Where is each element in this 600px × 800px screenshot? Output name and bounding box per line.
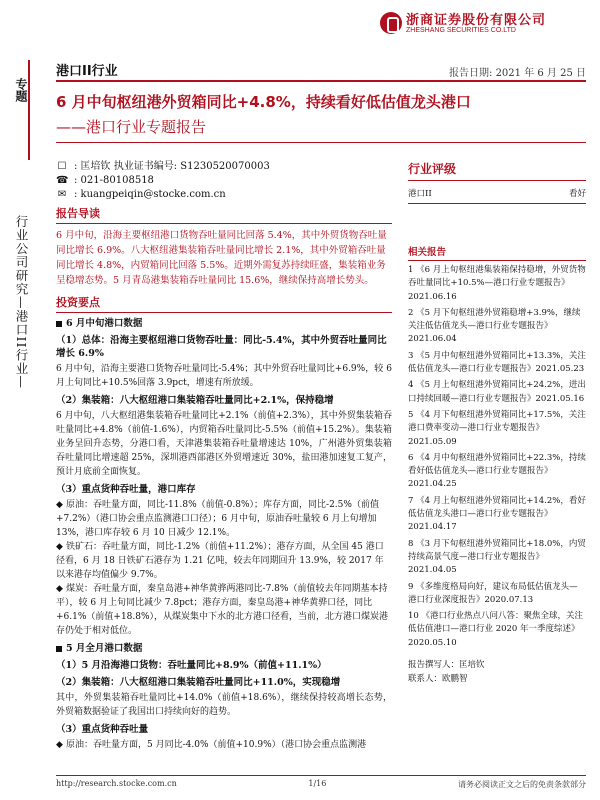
p2-text: 6 月中旬，八大枢纽港集装箱吞吐量同比+2.1%（前值+2.3%），其中外贸集装箱吞吐量同比+4.8%（前值-1.6%），内贸箱吞吐量同比-5.5%（前值+15.2%）。集装箱业务呈回升态势，分港口看，天津港集装箱吞吐量增速达 10%，广州港外贸集装箱吞吐量同比增速超 25%，深圳港西部港区外贸增速近 30%，盐田港加速复工复产，预计月底前全面恢复。 [56, 411, 392, 477]
page-footer [56, 775, 586, 790]
email-icon: ✉ [57, 189, 67, 200]
rating-industry: 港口II [408, 189, 432, 199]
report-contact: 联系人：欧鹏智 [408, 674, 468, 685]
coal-text: 煤炭：吞吐量方面，秦皇岛港+神华黄骅两港同比-7.8%（前值较去年同期基本持平），较 6 月上旬同比减少 7.8pct；港存方面，秦皇岛港+神华黄骅口径，同比+6.1%（前值+18.8%），从煤炭集中下水的北方港口径看，当前，北方港口煤炭港存仍处于相对低位。 [56, 584, 389, 636]
crude-text: 原油：吞吐量方面，同比-11.8%（前值-0.8%）；库存方面，同比-2.5%（前值+7.2%）（港口协会重点监测港口口径）；6 月中旬，原油吞吐量较 6 月上旬增加 13%，港口库存较 6 月 10 日减少 12.1%。 [56, 500, 379, 538]
square-bullet-icon [56, 321, 62, 327]
section-june-mid-title: 6 月中旬港口数据 [66, 318, 143, 329]
diamond-bullet-icon: ◆ [56, 584, 63, 594]
diamond-bullet-icon: ◆ [56, 740, 63, 750]
p6-heading: （3）重点货种吞吐量 [56, 724, 149, 735]
p2-heading: （2）集装箱：八大枢纽港口集装箱吞吐量同比+2.1%，保持稳增 [56, 395, 334, 406]
report-date: 报告日期: 2021 年 6 月 25 日 [449, 68, 586, 79]
related-report[interactable]: 2 《5 月下旬枢纽港外贸箱稳增+3.9%，继续关注低估值龙头—港口行业专题报告》2021.06.04 [408, 307, 581, 345]
p1-text: 6 月中旬，沿海主要港口货物吞吐量同比-5.4%；其中外贸吞吐量同比+6.9%，较 6 月上旬同比+10.5%回落 3.9pct，增速有所放缓。 [56, 364, 392, 388]
iron-ore-text: 铁矿石：吞吐量方面，同比-1.2%（前值+11.2%）；港存方面，从全国 45 港口径看，6 月 18 日铁矿石港存为 1.21 亿吨，较去年同期回升 13.9%，较 2017 年以来港存均值偏少 9.7%。 [56, 542, 384, 580]
company-name-cn: 浙商证券股份有限公司 [406, 13, 547, 28]
coal-item [56, 582, 392, 638]
related-report[interactable]: 10 《港口行业热点八问八答：聚焦全球，关注低估值港口—港口行业 2020 年一季度综述》2020.05.10 [408, 611, 584, 648]
report-author: 报告撰写人：匡培钦 [408, 660, 485, 671]
title-rule [56, 142, 586, 143]
may-crude-item [56, 738, 392, 752]
related-report[interactable]: 5 《4 月下旬枢纽港外贸箱同比+17.5%，关注港口费率变动—港口行业专题报告》2021.05.09 [408, 409, 586, 447]
email-line: : kuangpeiqin@stocke.com.cn [74, 189, 226, 200]
guide-text: 6 月中旬，沿海主要枢纽港口货物吞吐量同比回落 5.4%，其中外贸货物吞吐量同比增长 6.9%。八大枢纽港集装箱吞吐量同比增长 2.1%，其中外贸箱吞吐量同比增长 4.8%，内贸箱同比回落 5.5%。近期外需复苏持续旺盛，集装箱业务呈稳增态势。5 月青岛港集装箱吞吐量同比 15.6%，继续保持高增长势头。 [56, 230, 387, 286]
phone-icon: ☎ [56, 175, 69, 186]
iron-ore-item [56, 540, 392, 582]
guide-heading: 报告导读 [56, 205, 392, 224]
analyst-line: : 匡培钦 执业证书编号: S1230520070003 [74, 161, 270, 172]
crude-item [56, 498, 392, 540]
phone-line: : 021-80108518 [74, 175, 154, 186]
related-report[interactable]: 7 《4 月上旬枢纽港外贸箱同比+14.2%，看好低估值龙头港口—港口行业专题报告》2021.04.17 [408, 495, 586, 533]
sidebar [408, 160, 586, 686]
rail-label-bottom: 行业公司研究—港口II行业— [14, 215, 29, 389]
p3-heading: （3）重点货种吞吐量，港口库存 [56, 484, 196, 495]
rail-label-top: 专题 [14, 78, 28, 102]
section-may-title: 5 月全月港口数据 [66, 643, 143, 654]
rail-divider [28, 60, 30, 160]
rating-heading: 行业评级 [408, 160, 586, 181]
related-report[interactable]: 1 《6 月上旬枢纽港集装箱保持稳增，外贸货物吞吐量同比+10.5%—港口行业专题报告》2021.06.16 [408, 265, 586, 302]
p5-text: 其中，外贸集装箱吞吐量同比+14.0%（前值+18.6%），继续保持较高增长态势，外贸箱数据验证了我国出口持续向好的趋势。 [56, 693, 392, 717]
p5-heading: （2）集装箱：八大枢纽港口集装箱吞吐量同比+11.0%，实现稳增 [56, 677, 341, 688]
company-name-en: ZHESHANG SECURITIES CO.LTD [406, 27, 516, 34]
diamond-bullet-icon: ◆ [56, 500, 63, 510]
industry-bar [36, 60, 596, 80]
p4-heading: （1）5 月沿海港口货物：吞吐量同比+8.9%（前值+11.1%） [56, 660, 327, 671]
disclaimer-note: 请务必阅读正文之后的免责条款部分 [457, 780, 586, 789]
section-may [56, 642, 392, 655]
related-heading: 相关报告 [408, 244, 586, 261]
related-report[interactable]: 4 《5 月上旬枢纽港外贸箱同比+24.2%，进出口持续回暖—港口行业专题报告》2021.05.16 [408, 380, 586, 404]
points-heading: 投资要点 [56, 294, 392, 313]
page-number: 1/16 [308, 779, 327, 788]
left-rail [0, 60, 36, 580]
p1-heading: （1）总体：沿海主要枢纽港口货物吞吐量：同比-5.4%，其中外贸吞吐量同比增长 6.9% [56, 335, 387, 359]
header-rule [56, 80, 586, 82]
rating-row [408, 181, 586, 204]
square-bullet-icon [56, 646, 62, 652]
diamond-bullet-icon: ◆ [56, 542, 63, 552]
company-logo-icon [380, 12, 402, 34]
analyst-icon: ☐ [57, 161, 67, 172]
rating-value: 看好 [568, 189, 586, 199]
section-june-mid [56, 317, 392, 330]
industry-title: 港口II行业 [56, 64, 118, 79]
analyst-box [408, 658, 586, 686]
related-report[interactable]: 6 《4 月中旬枢纽港外贸箱同比+22.3%，持续看好低估值龙头—港口行业专题报告》2021.04.25 [408, 452, 586, 490]
related-report[interactable]: 3 《5 月中旬枢纽港外贸箱同比+13.3%，关注低估值龙头—港口行业专题报告》2021.05.23 [408, 350, 586, 375]
report-subtitle: ——港口行业专题报告 [56, 118, 207, 136]
main-content [56, 205, 392, 752]
footer-url[interactable]: http://research.stocke.com.cn [56, 779, 177, 788]
page-header [0, 0, 600, 56]
report-title: 6 月中旬枢纽港外贸箱同比+4.8%，持续看好低估值龙头港口 [56, 93, 471, 111]
related-report[interactable]: 9 《多维度格局向好，建议布局低估值龙头—港口行业深度报告》2020.07.13 [408, 581, 578, 605]
may-crude-text: 原油：吞吐量方面，5 月同比-4.0%（前值+10.9%）（港口协会重点监测港 [66, 740, 367, 750]
analyst-contact [56, 160, 270, 202]
related-report[interactable]: 8 《3 月下旬枢纽港外贸箱同比+18.0%，内贸持续高景气度—港口行业专题报告》2021.04.05 [408, 538, 586, 576]
